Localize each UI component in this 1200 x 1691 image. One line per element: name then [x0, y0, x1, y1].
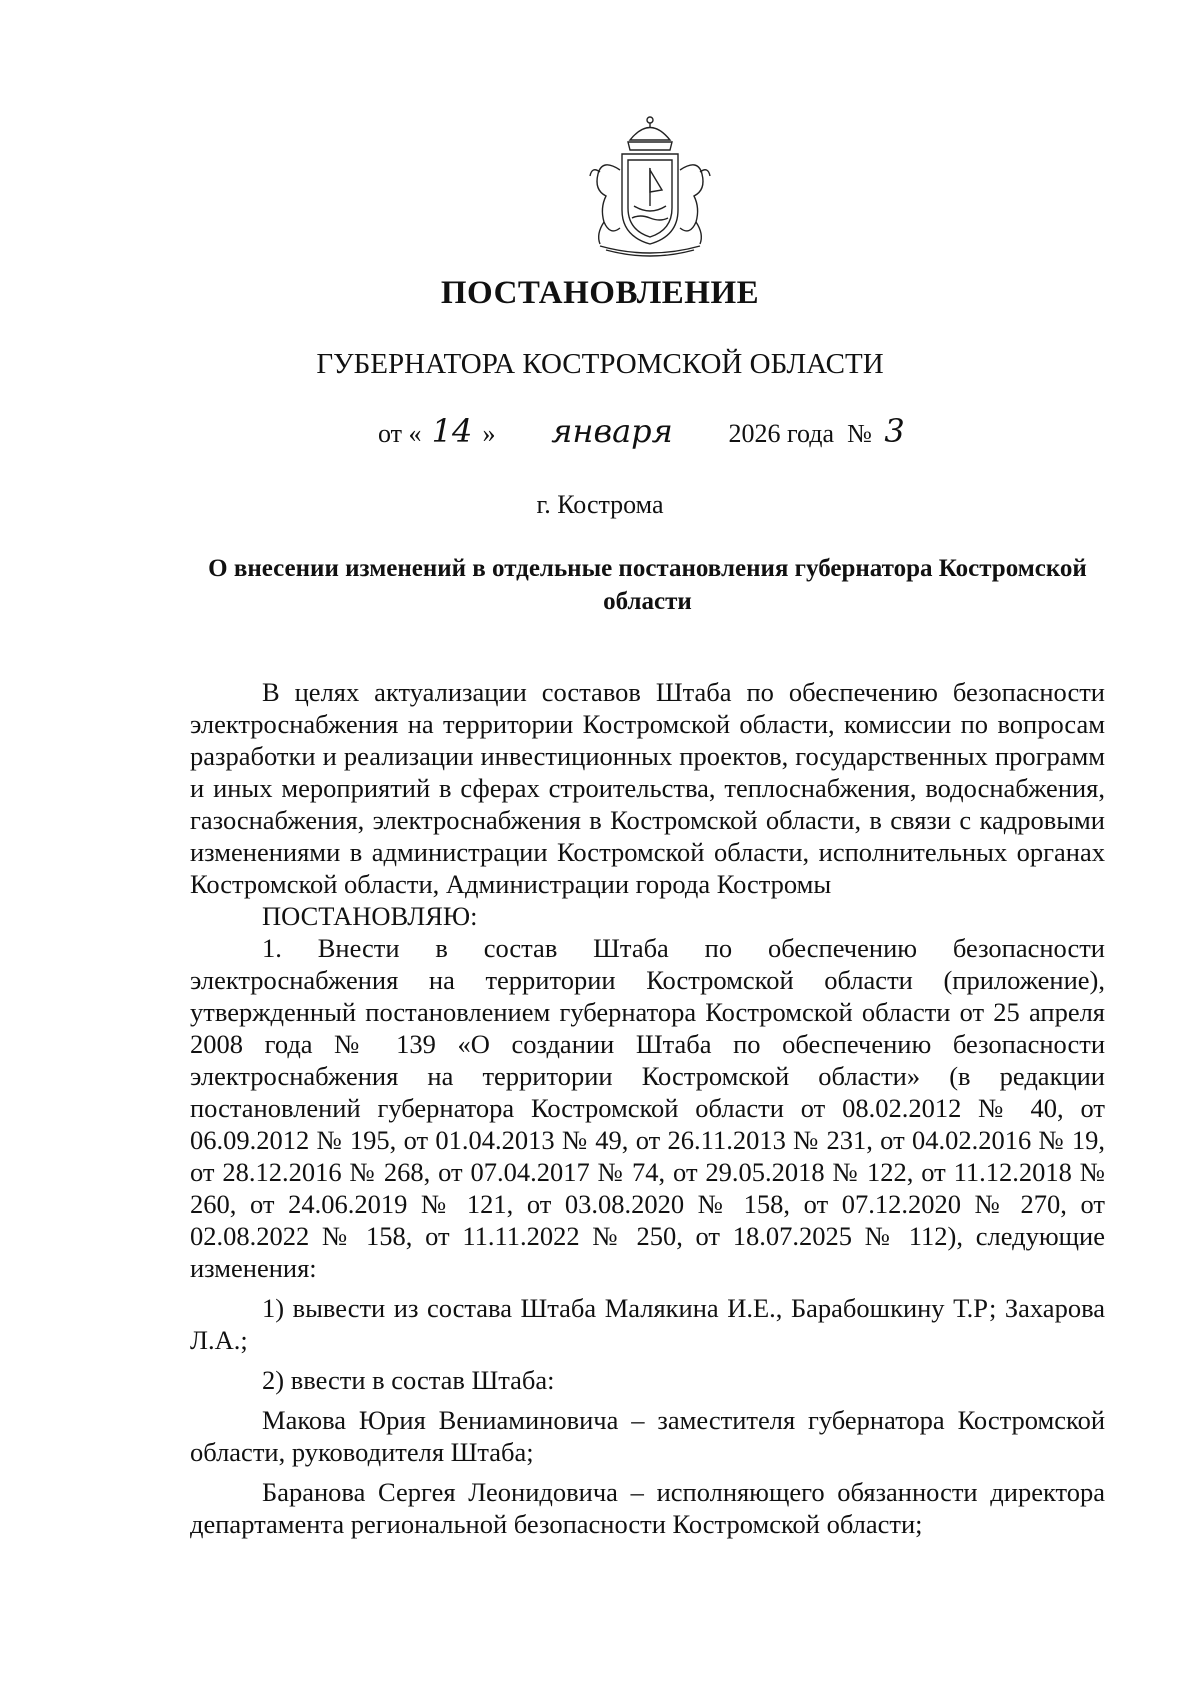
handwritten-day: 14 — [431, 412, 473, 450]
document-heading: О внесении изменений в отдельные постановления губернатора Костромской области — [208, 555, 1087, 615]
member-makov: Макова Юрия Вениаминовича – заместителя губернатора Костромской области, руководителя Штаба; — [190, 1405, 1105, 1467]
document-body — [190, 676, 1105, 1540]
preamble-paragraph: В целях актуализации составов Штаба по обеспечению безопасности электроснабжения на территории Костромской области, комиссии по вопросам разработки и реализации инвестиционных проектов, государственных программ и иных мероприятий в сферах строительства, теплоснабжения, водоснабжения, газоснабжения, электроснабжения в Костромской области, в связи с кадровыми изменениями в администрации Костромской области, исполнительных органах Костромской области, Администрации города Костромы — [190, 677, 1105, 899]
resolution-word: ПОСТАНОВЛЯЮ: — [262, 901, 478, 931]
kostroma-coat-of-arms-icon — [570, 110, 730, 260]
document-title: ПОСТАНОВЛЕНИЕ — [440, 275, 760, 311]
date-year: 2026 года — [728, 419, 835, 448]
date-line — [378, 412, 905, 450]
date-close-quote: » — [482, 419, 496, 448]
city: г. Кострома — [536, 490, 664, 519]
handwritten-month: января — [551, 412, 673, 450]
member-baranov: Баранова Сергея Леонидовича – исполняющего обязанности директора департамента региональной безопасности Костромской области; — [190, 1477, 1105, 1539]
issuer-subtitle: ГУБЕРНАТОРА КОСТРОМСКОЙ ОБЛАСТИ — [316, 348, 884, 380]
handwritten-number: 3 — [884, 412, 905, 450]
item-1-paragraph: 1. Внести в состав Штаба по обеспечению безопасности электроснабжения на территории Костромской области (приложение), утвержденный постановлением губернатора Костромской области от 25 апреля 2008 года № 139 «О создании Штаба по обеспечению безопасности электроснабжения на территории Костромской области» (в редакции постановлений губернатора Костромской области от 08.02.2012 № 40, от 06.09.2012 № 195, от 01.04.2013 № 49, от 26.11.2013 № 231, от 04.02.2016 № 19, от 28.12.2016 № 268, от 07.04.2017 № 74, от 29.05.2018 № 122, от 11.12.2018 № 260, от 24.06.2019 № 121, от 03.08.2020 № 158, от 07.12.2020 № 270, от 02.08.2022 № 158, от 11.11.2022 № 250, от 18.07.2025 № 112), следующие изменения: — [190, 933, 1105, 1283]
date-prefix: от « — [378, 419, 422, 448]
number-label: № — [847, 419, 872, 448]
item-1-subitem-2: 2) ввести в состав Штаба: — [262, 1365, 555, 1395]
item-1-subitem-1: 1) вывести из состава Штаба Малякина И.Е., Барабошкину Т.Р; Захарова Л.А.; — [190, 1293, 1105, 1355]
